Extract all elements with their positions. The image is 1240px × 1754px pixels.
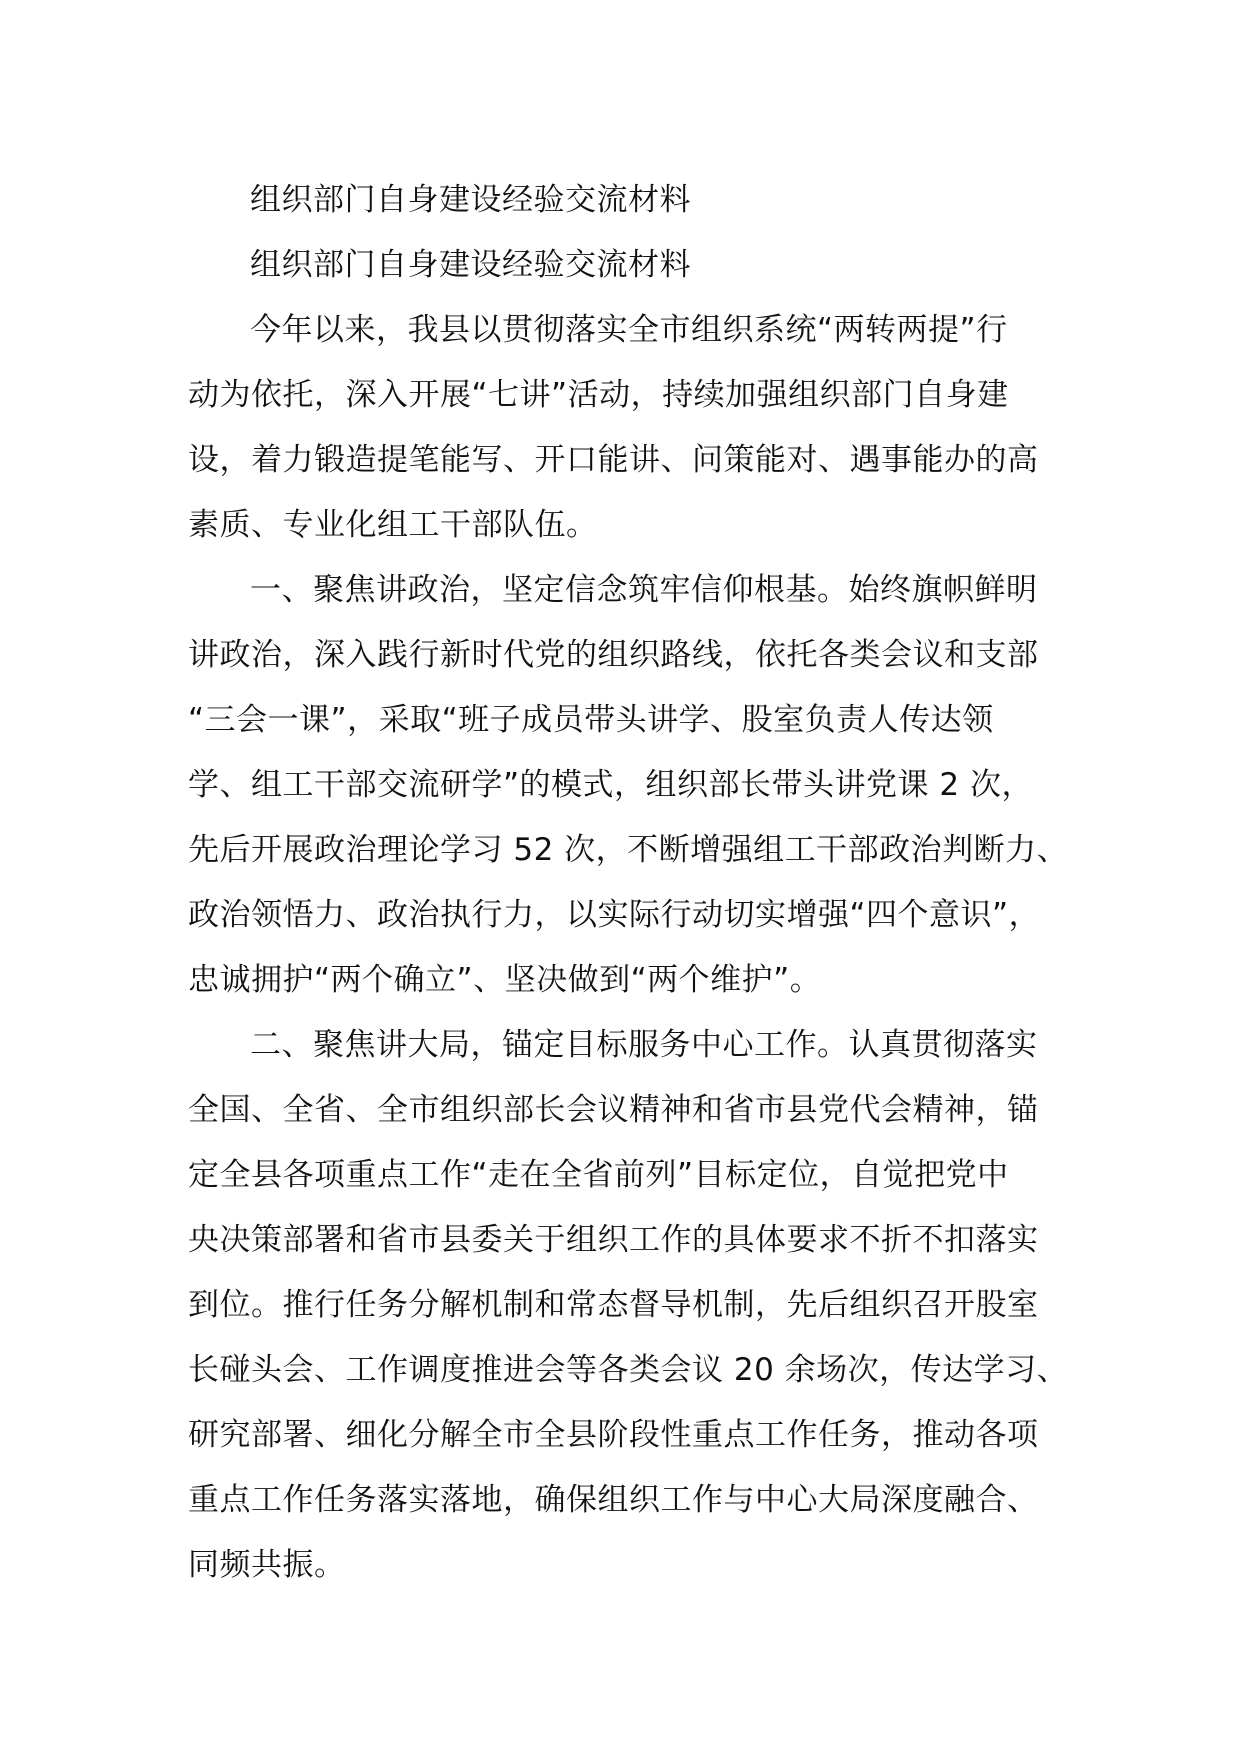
- document-body: [188, 168, 1069, 1598]
- paragraph-line: 今年以来，我县以贯彻落实全市组织系统“两转两提”行: [250, 312, 1008, 348]
- paragraph-line: 重点工作任务落实落地，确保组织工作与中心大局深度融合、: [188, 1482, 1039, 1518]
- paragraph-line: 学、组工干部交流研学”的模式，组织部长带头讲党课 2 次，: [188, 767, 1033, 803]
- paragraph-line: 到位。推行任务分解机制和常态督导机制，先后组织召开股室: [188, 1287, 1039, 1323]
- paragraph-line: 一、聚焦讲政治，坚定信念筑牢信仰根基。始终旗帜鲜明: [250, 572, 1038, 608]
- paragraph-line: 央决策部署和省市县委关于组织工作的具体要求不折不扣落实: [188, 1222, 1039, 1258]
- paragraph-line: 讲政治，深入践行新时代党的组织路线，依托各类会议和支部: [188, 637, 1039, 673]
- paragraph-line: 定全县各项重点工作“走在全省前列”目标定位，自觉把党中: [188, 1157, 1009, 1193]
- paragraph-line: 动为依托，深入开展“七讲”活动，持续加强组织部门自身建: [188, 377, 1009, 413]
- paragraph-intro: [188, 298, 1056, 558]
- paragraph-line: 政治领悟力、政治执行力，以实际行动切实增强“四个意识”，: [188, 897, 1041, 933]
- paragraph-line: 二、聚焦讲大局，锚定目标服务中心工作。认真贯彻落实: [250, 1027, 1038, 1063]
- paragraph-line: 设，着力锻造提笔能写、开口能讲、问策能对、遇事能办的高: [188, 442, 1039, 478]
- paragraph-line: 同频共振。: [188, 1547, 346, 1583]
- paragraph-line: “三会一课”，采取“班子成员带头讲学、股室负责人传达领: [188, 702, 994, 738]
- paragraph-line: 忠诚拥护“两个确立”、坚决做到“两个维护”。: [188, 962, 822, 998]
- paragraph-line: 长碰头会、工作调度推进会等各类会议 20 余场次，传达学习、: [188, 1352, 1069, 1388]
- paragraph-line: 素质、专业化组工干部队伍。: [188, 507, 598, 543]
- paragraph-line: 先后开展政治理论学习 52 次，不断增强组工干部政治判断力、: [188, 832, 1069, 868]
- paragraph-section-one: [188, 558, 1069, 1013]
- paragraph-section-two: [188, 1013, 1069, 1598]
- paragraph-line: 全国、全省、全市组织部长会议精神和省市县党代会精神，锚: [188, 1092, 1039, 1128]
- document-title: 组织部门自身建设经验交流材料: [250, 182, 691, 218]
- paragraph-line: 研究部署、细化分解全市全县阶段性重点工作任务，推动各项: [188, 1417, 1039, 1453]
- document-subtitle: 组织部门自身建设经验交流材料: [250, 247, 691, 283]
